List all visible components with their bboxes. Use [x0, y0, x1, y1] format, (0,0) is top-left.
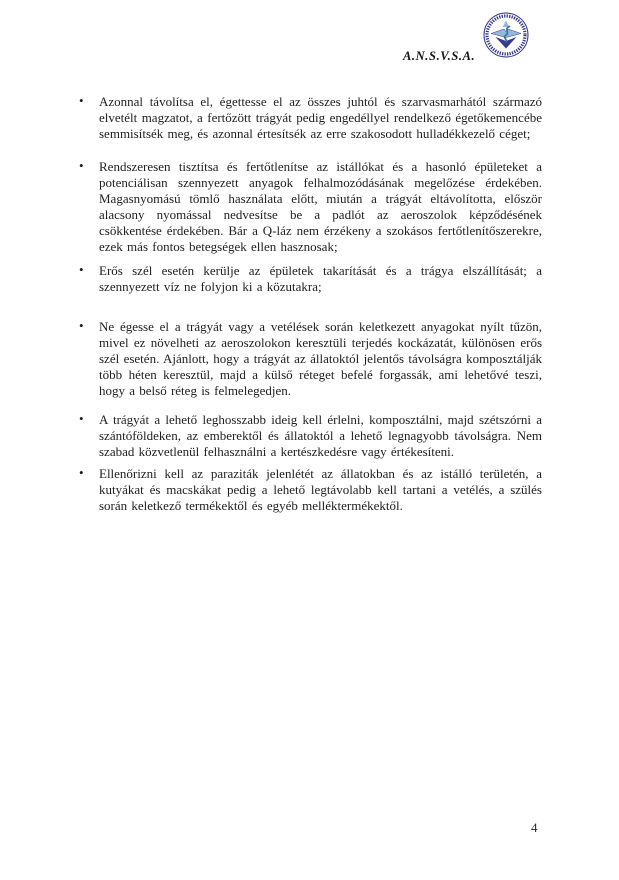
page-number: 4	[531, 820, 538, 835]
bullet-icon: •	[79, 465, 84, 480]
bullet-icon: •	[79, 158, 84, 173]
list-item	[78, 466, 542, 514]
bullet-icon: •	[79, 262, 84, 277]
list-item	[78, 319, 542, 399]
list-item	[78, 159, 542, 255]
bullet-icon: •	[79, 318, 84, 333]
list-item	[78, 412, 542, 460]
bullet-text: A trágyát a lehető leghosszabb ideig kell érlelni, komposztálni, majd szétszórni a szántóföldeken, az emberektől és állatoktól a lehető legnagyobb távolságra. Nem szabad közvetlenül felhasználni a kertészkedésre vagy értékesíteni.	[99, 412, 542, 459]
bullet-text: Azonnal távolítsa el, égettesse el az összes juhtól és szarvasmarhától származó elvetélt magzatot, a fertőzött trágyát pedig engedéllyel rendelkező égetőkemencébe semmisítsék meg, és azonnal értesítsék az erre szakosodott hulladékkezelő céget;	[99, 94, 542, 141]
list-item	[78, 263, 542, 295]
org-abbreviation: A.N.S.V.S.A.	[403, 49, 476, 63]
list-item	[78, 94, 542, 142]
body-content	[78, 94, 542, 514]
bullet-text: Ellenőrizni kell az paraziták jelenlétét az állatokban és az istálló területén, a kutyákat és macskákat pedig a lehető legtávolabb kell tartani a vetélés, a szülés során keletkező termékektől és egyéb melléktermékektől.	[99, 466, 542, 513]
bullet-icon: •	[79, 93, 84, 108]
bullet-text: Erős szél esetén kerülje az épületek takarítását és a trágya elszállítását; a szennyezett víz ne folyjon ki a közutakra;	[99, 263, 542, 294]
ansvsa-seal-icon	[483, 12, 529, 58]
bullet-text: Ne égesse el a trágyát vagy a vetélések során keletkezett anyagokat nyílt tűzön, mivel ez növelheti az aeroszolokon keresztüli terjedés kockázatát, különösen erős szél esetén. Ajánlott, hogy a trágyát az állatoktól jelentős távolságra komposztálják több héten keresztül, majd a külső réteget befelé forgassák, ami lehetővé teszi, hogy a belső réteg is felmelegedjen.	[99, 319, 542, 398]
bullet-list	[78, 94, 542, 514]
bullet-icon: •	[79, 411, 84, 426]
bullet-text: Rendszeresen tisztítsa és fertőtlenítse az istállókat és a hasonló épületeket a potenciálisan szennyezett anyagok felhalmozódásának megelőzése érdekében. Magasnyomású tömlő használata előtt, miután a trágyát eltávolította, először alacsony nyomással nedvesítse be a padlót az aeroszolok képződésének csökkentése érdekében. Bár a Q-láz nem érzékeny a szokásos fertőtlenítőszerekre, ezek más fontos betegségek ellen hasznosak;	[99, 159, 542, 254]
